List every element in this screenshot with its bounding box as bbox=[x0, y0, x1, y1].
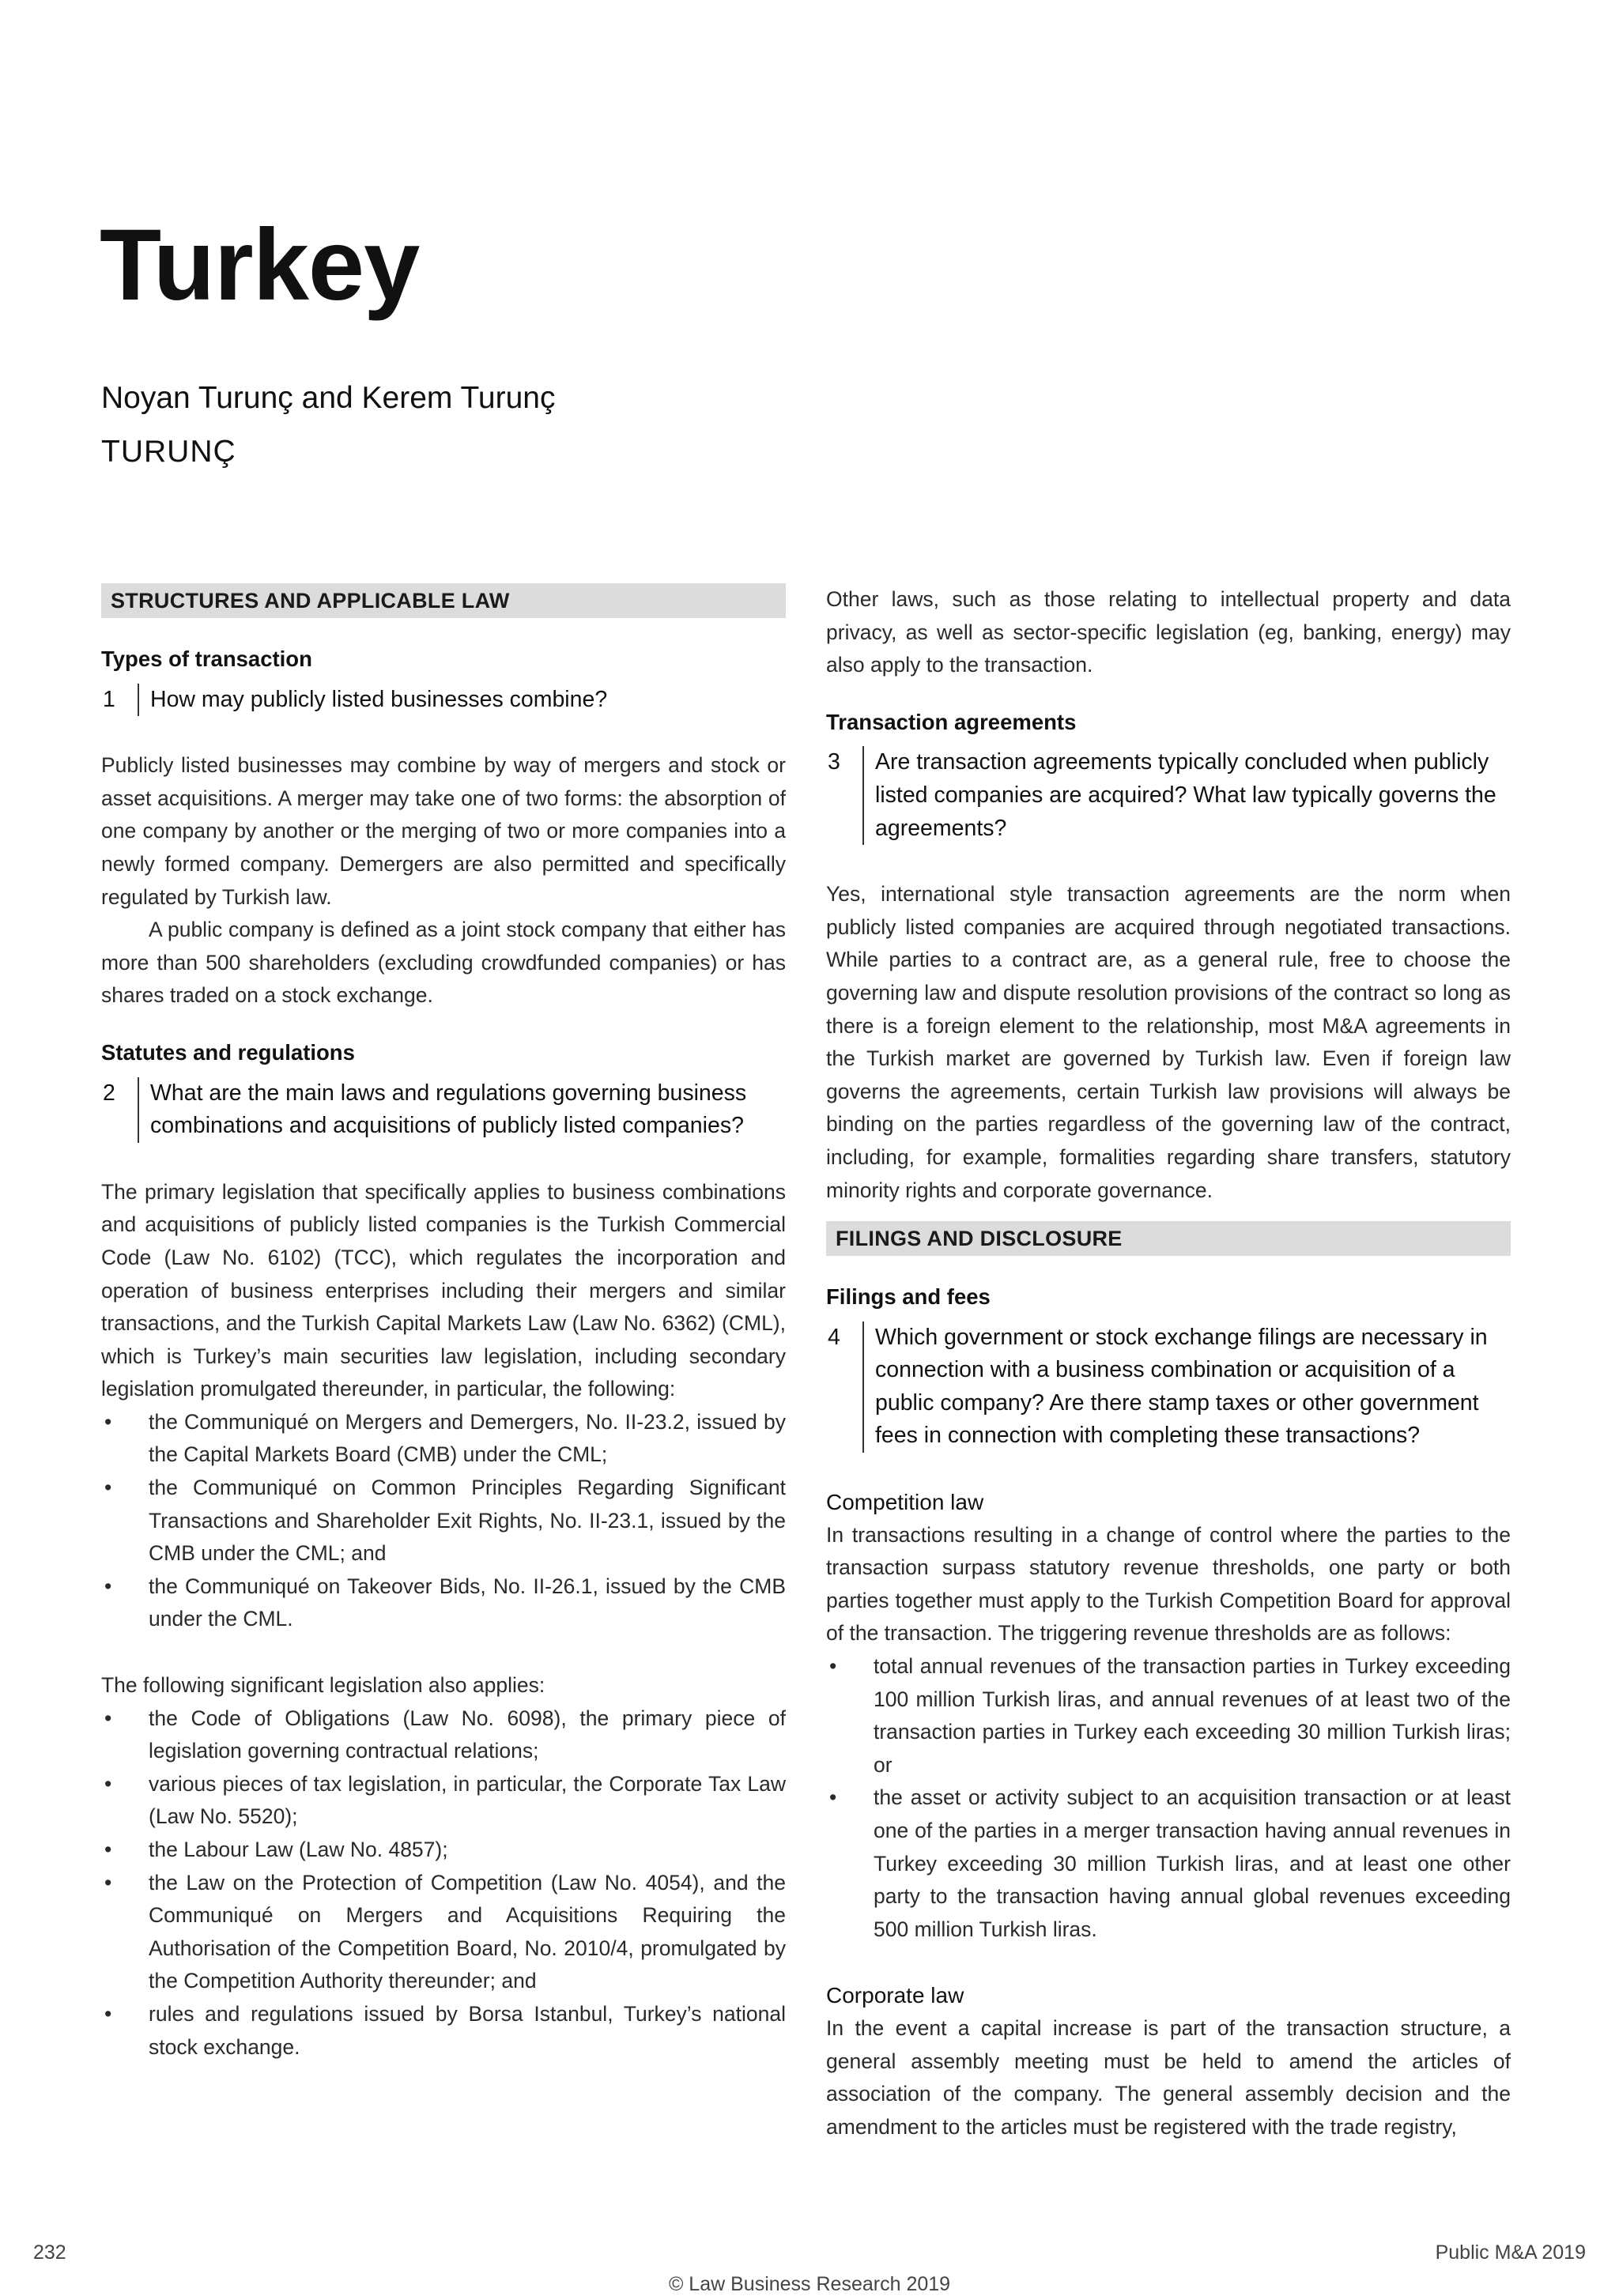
paragraph: In transactions resulting in a change of control where the parties to the transaction surpass statutory revenue thresholds, one party or both parties together must apply to the Turkish Competition Board for approval of the transaction. The triggering revenue thresholds are as follows: bbox=[826, 1522, 1511, 1646]
list-item: • the Communiqué on Mergers and Demergers, No. II-23.2, issued by the Capital Markets Board (CMB) under the CML; bbox=[101, 1406, 786, 1472]
question-text: What are the main laws and regulations governing business combinations and acquisitions of publicly listed companies? bbox=[138, 1077, 786, 1143]
list-item: • the Labour Law (Law No. 4857); bbox=[101, 1834, 786, 1867]
paragraph: In the event a capital increase is part of the transaction structure, a general assembly meeting must be held to amend the articles of association of the company. The general assembly decision and the amendment to the articles must be registered with the trade registry, bbox=[826, 2015, 1511, 2139]
question-3 bbox=[826, 746, 1511, 845]
firm-name: TURUNÇ bbox=[101, 435, 236, 469]
question-2 bbox=[101, 1077, 786, 1143]
paragraph: Other laws, such as those relating to intellectual property and data privacy, as well as sector-specific legislation (eg, banking, energy) may also apply to the transaction. bbox=[826, 587, 1511, 677]
list-item: • various pieces of tax legislation, in particular, the Corporate Tax Law (Law No. 5520); bbox=[101, 1768, 786, 1834]
publication-name: Public M&A 2019 bbox=[1435, 2241, 1586, 2264]
list-item: • the asset or activity subject to an acquisition transaction or at least one of the parties in a merger transaction having annual revenues in Turkey exceeding 30 million Turkish liras, and at least one other party to the transaction having annual global revenues exceeding 500 million Turkish liras. bbox=[826, 1781, 1511, 1946]
question-text: How may publicly listed businesses combine? bbox=[138, 684, 786, 717]
list-item: • the Code of Obligations (Law No. 6098), the primary piece of legislation governing contractual relations; bbox=[101, 1702, 786, 1768]
subheading-competition: Competition law bbox=[826, 1490, 984, 1515]
subheading-filings: Filings and fees bbox=[826, 1284, 991, 1310]
copyright: © Law Business Research 2019 bbox=[668, 2273, 951, 2295]
subheading-statutes: Statutes and regulations bbox=[101, 1039, 355, 1065]
bullet-list bbox=[101, 1702, 786, 2064]
list-item: • the Law on the Protection of Competition (Law No. 4054), and the Communiqué on Mergers and Acquisitions Requiring the Authorisation of the Competition Board, No. 2010/4, promulgated by the Competition Authority thereunder; and bbox=[101, 1867, 786, 1998]
list-item: • the Communiqué on Common Principles Regarding Significant Transactions and Shareholder Exit Rights, No. II-23.1, issued by the CMB under the CML; and bbox=[101, 1472, 786, 1570]
list-item: • total annual revenues of the transaction parties in Turkey exceeding 100 million Turkish liras, and annual revenues of at least two of the transaction parties in Turkey each exceeding 30 million Turkish liras; or bbox=[826, 1650, 1511, 1781]
question-number: 2 bbox=[103, 1080, 115, 1106]
section-band-structures: STRUCTURES AND APPLICABLE LAW bbox=[101, 583, 786, 618]
bullet-list bbox=[826, 1650, 1511, 1946]
paragraph: A public company is defined as a joint stock company that either has more than 500 shareholders (excluding crowdfunded companies) or has shares traded on a stock exchange. bbox=[101, 918, 786, 1008]
section-band-filings: FILINGS AND DISCLOSURE bbox=[826, 1221, 1511, 1256]
page-title: Turkey bbox=[100, 209, 420, 322]
question-number: 1 bbox=[103, 686, 115, 712]
authors: Noyan Turunç and Kerem Turunç bbox=[101, 381, 556, 415]
list-item: • rules and regulations issued by Borsa Istanbul, Turkey’s national stock exchange. bbox=[101, 1998, 786, 2064]
page-number: 232 bbox=[33, 2241, 66, 2264]
paragraph: The primary legislation that specifically applies to business combinations and acquisitions of publicly listed companies is the Turkish Commercial Code (Law No. 6102) (TCC), which regulates the incorporation and operation of business enterprises including their mergers and similar transactions, and the Turkish Capital Markets Law (Law No. 6362) (CML), which is Turkey’s main securities law legislation, including secondary legislation promulgated thereunder, in particular, the following: bbox=[101, 1179, 786, 1401]
paragraph: Yes, international style transaction agreements are the norm when publicly listed companies are acquired through negotiated transactions. While parties to a contract are, as a general rule, free to choose the governing law and dispute resolution provisions of the contract so long as there is a foreign element to the relationship, most M&A agreements in the Turkish market are governed by Turkish law. Even if foreign law governs the agreements, certain Turkish law provisions will always be binding on the parties regardless of the governing law of the contract, including, for example, formalities regarding share transfers, statutory minority rights and corporate governance. bbox=[826, 882, 1511, 1202]
subheading-corporate: Corporate law bbox=[826, 1983, 964, 2008]
question-text: Which government or stock exchange filings are necessary in connection with a business combination or acquisition of a public company? Are there stamp taxes or other government fees in connection with completing these transactions? bbox=[862, 1321, 1511, 1453]
list-item: • the Communiqué on Takeover Bids, No. II-26.1, issued by the CMB under the CML. bbox=[101, 1570, 786, 1636]
question-1 bbox=[101, 684, 786, 717]
question-4 bbox=[826, 1321, 1511, 1453]
subheading-agreements: Transaction agreements bbox=[826, 709, 1077, 734]
bullet-list bbox=[101, 1406, 786, 1636]
paragraph: The following significant legislation also applies: bbox=[101, 1673, 545, 1698]
paragraph: Publicly listed businesses may combine by way of mergers and stock or asset acquisitions. A merger may take one of two forms: the absorption of one company by another or the merging of two or more companies into a newly formed company. Demergers are also permitted and specifically regulated by Turkish law. bbox=[101, 753, 786, 909]
question-number: 3 bbox=[828, 749, 840, 775]
question-text: Are transaction agreements typically concluded when publicly listed companies are acquired? What law typically governs the agreements? bbox=[862, 746, 1511, 845]
right-column bbox=[826, 583, 1511, 2143]
subheading-types: Types of transaction bbox=[101, 647, 312, 671]
left-column bbox=[101, 583, 786, 2064]
question-number: 4 bbox=[828, 1324, 840, 1350]
